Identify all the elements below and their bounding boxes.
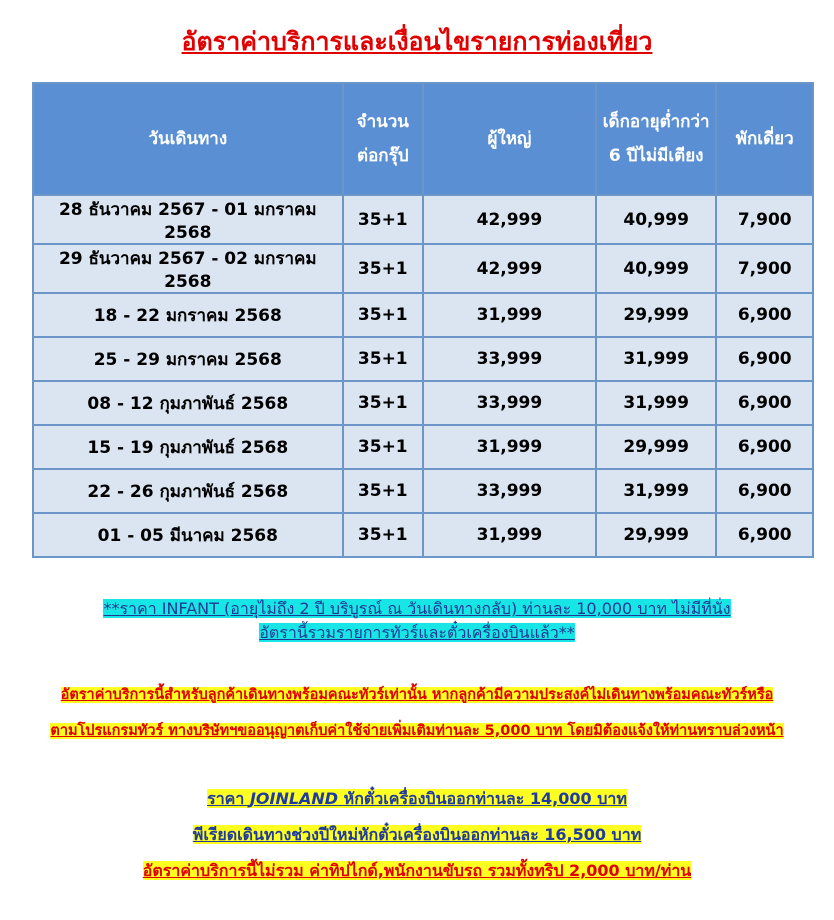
joinland-label: JOINLAND — [249, 789, 339, 808]
joinland-price-line — [0, 787, 834, 812]
tour-condition-line-2: ตามโปรแกรมทัวร์ ทางบริษัทฯขออนุญาตเก็บค่าใช้จ่ายเพิ่มเติมท่านละ 5,000 บาท โดยมิต้องแจ้งให้ท่านทราบล่วงหน้า — [50, 723, 784, 739]
cell-group-size: 35+1 — [343, 337, 423, 381]
header-adult-price: ผู้ใหญ่ — [423, 83, 596, 195]
joinland-prefix: ราคา — [207, 789, 250, 808]
cell-group-size: 35+1 — [343, 293, 423, 337]
cell-travel-date: 25 - 29 มกราคม 2568 — [33, 337, 343, 381]
cell-adult-price: 31,999 — [423, 513, 596, 557]
cell-child-no-bed-price: 31,999 — [596, 337, 717, 381]
tour-condition-line-1: อัตราค่าบริการนี้สำหรับลูกค้าเดินทางพร้อมคณะทัวร์เท่านั้น หากลูกค้ามีความประสงค์ไม่เดินทางพร้อมคณะทัวร์หรือ — [60, 687, 774, 703]
cell-child-no-bed-price: 40,999 — [596, 195, 717, 244]
cell-adult-price: 33,999 — [423, 337, 596, 381]
infant-price-note — [0, 597, 834, 621]
cell-adult-price: 31,999 — [423, 293, 596, 337]
cell-travel-date: 01 - 05 มีนาคม 2568 — [33, 513, 343, 557]
cell-group-size: 35+1 — [343, 469, 423, 513]
cell-adult-price: 33,999 — [423, 381, 596, 425]
tip-line — [0, 859, 834, 884]
joinland-suffix: หักตั๋วเครื่องบินออกท่านละ 14,000 บาท — [338, 789, 627, 808]
infant-note-line-1: **ราคา INFANT (อายุไม่ถึง 2 ปี บริบูรณ์ ณ วันเดินทางกลับ) ท่านละ 10,000 บาท ไม่มีที่นั่ง — [103, 599, 731, 618]
cell-single-supplement: 7,900 — [716, 195, 813, 244]
cell-child-no-bed-price: 29,999 — [596, 425, 717, 469]
cell-single-supplement: 6,900 — [716, 425, 813, 469]
cell-travel-date: 28 ธันวาคม 2567 - 01 มกราคม 2568 — [33, 195, 343, 244]
cell-child-no-bed-price: 31,999 — [596, 381, 717, 425]
cell-single-supplement: 6,900 — [716, 469, 813, 513]
tour-condition-note-1 — [0, 683, 834, 706]
cell-adult-price: 42,999 — [423, 244, 596, 293]
cell-group-size: 35+1 — [343, 425, 423, 469]
cell-child-no-bed-price: 31,999 — [596, 469, 717, 513]
cell-single-supplement: 6,900 — [716, 293, 813, 337]
cell-travel-date: 29 ธันวาคม 2567 - 02 มกราคม 2568 — [33, 244, 343, 293]
newyear-price-line — [0, 823, 834, 848]
cell-child-no-bed-price: 40,999 — [596, 244, 717, 293]
cell-adult-price: 31,999 — [423, 425, 596, 469]
table-row — [33, 381, 813, 425]
cell-single-supplement: 6,900 — [716, 381, 813, 425]
cell-single-supplement: 6,900 — [716, 513, 813, 557]
header-single-supplement: พักเดี่ยว — [716, 83, 813, 195]
cell-child-no-bed-price: 29,999 — [596, 513, 717, 557]
cell-group-size: 35+1 — [343, 513, 423, 557]
table-row — [33, 469, 813, 513]
table-row — [33, 195, 813, 244]
cell-adult-price: 42,999 — [423, 195, 596, 244]
cell-group-size: 35+1 — [343, 381, 423, 425]
cell-travel-date: 22 - 26 กุมภาพันธ์ 2568 — [33, 469, 343, 513]
table-row — [33, 337, 813, 381]
table-row — [33, 293, 813, 337]
cell-group-size: 35+1 — [343, 244, 423, 293]
tour-condition-note-2 — [0, 719, 834, 742]
cell-child-no-bed-price: 29,999 — [596, 293, 717, 337]
header-group-size: จำนวน ต่อกรุ๊ป — [343, 83, 423, 195]
infant-note-line-2: อัตรานี้รวมรายการทัวร์และตั๋วเครื่องบินแล้ว** — [259, 623, 575, 642]
cell-group-size: 35+1 — [343, 195, 423, 244]
table-row — [33, 425, 813, 469]
cell-single-supplement: 7,900 — [716, 244, 813, 293]
table-row — [33, 513, 813, 557]
cell-travel-date: 18 - 22 มกราคม 2568 — [33, 293, 343, 337]
page-title: อัตราค่าบริการและเงื่อนไขรายการท่องเที่ยว — [181, 27, 653, 56]
cell-adult-price: 33,999 — [423, 469, 596, 513]
table-header-row — [33, 83, 813, 195]
price-table — [32, 82, 814, 558]
cell-travel-date: 15 - 19 กุมภาพันธ์ 2568 — [33, 425, 343, 469]
newyear-text: พีเรียดเดินทางช่วงปีใหม่หักตั๋วเครื่องบินออกท่านละ 16,500 บาท — [192, 825, 642, 844]
header-child-no-bed-price: เด็กอายุต่ำกว่า 6 ปีไม่มีเตียง — [596, 83, 717, 195]
tip-text: อัตราค่าบริการนี้ไม่รวม ค่าทิปไกด์,พนักงานขับรถ รวมทั้งทริป 2,000 บาท/ท่าน — [142, 861, 692, 880]
table-row — [33, 244, 813, 293]
header-travel-date: วันเดินทาง — [33, 83, 343, 195]
cell-single-supplement: 6,900 — [716, 337, 813, 381]
cell-travel-date: 08 - 12 กุมภาพันธ์ 2568 — [33, 381, 343, 425]
infant-price-note-2 — [0, 621, 834, 645]
